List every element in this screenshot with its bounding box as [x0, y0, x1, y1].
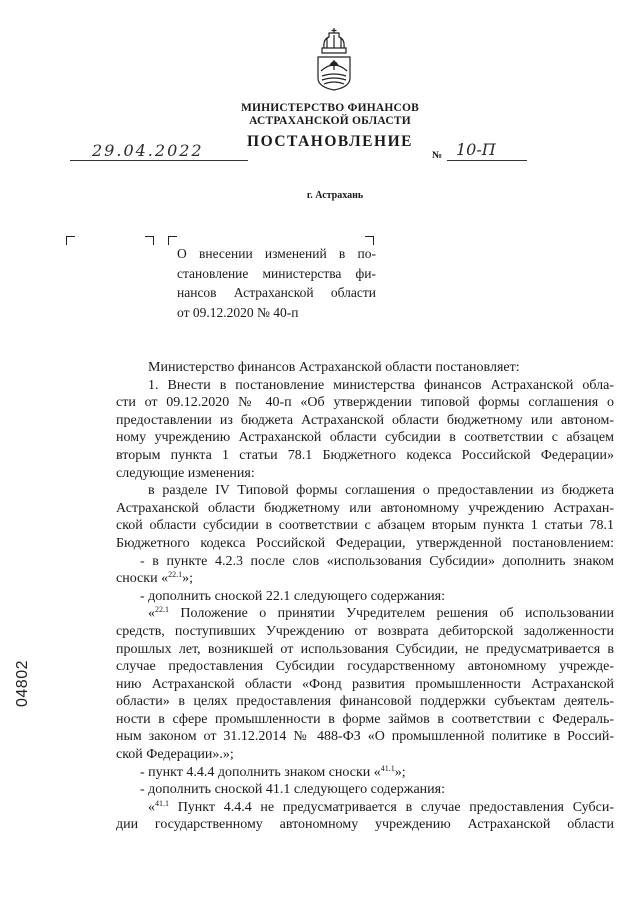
subject-line: О внесении изменений в по- [177, 246, 376, 261]
body-line: средств, поступивших Учреждению от возврата дебиторской задолженности [116, 623, 614, 639]
corner-mark-mid-right [145, 236, 154, 245]
body-line: ности в сфере промышленности в форме займов в соответствии с Федераль- [116, 711, 614, 727]
body-line: следующие изменения: [116, 465, 255, 481]
document-body [116, 359, 614, 834]
body-line: Министерство финансов Астраханской области постановляет: [148, 360, 520, 375]
handwritten-number: 10-П [456, 140, 496, 159]
body-line: ской области субсидии в соответствии с абзацем вторым пункта 1 статьи 78.1 [116, 518, 614, 534]
body-line: Астраханской области бюджетному или автономному учреждению Астрахан- [116, 500, 614, 516]
number-underline [447, 160, 527, 161]
subject-line: становление министерства фи- [177, 265, 376, 281]
number-label: № [432, 150, 443, 161]
body-line: 1. Внести в постановление министерства финансов Астраханской обла- [148, 377, 614, 393]
body-line: в разделе IV Типовой формы соглашения о предоставлении из бюджета [148, 483, 614, 499]
footnote-mark: 41.1 [155, 798, 169, 808]
corner-mark-mid-left [168, 236, 177, 245]
ministry-name-line1: МИНИСТЕРСТВО ФИНАНСОВ [240, 102, 420, 114]
body-line: сноски «$^{22.1}$»; [116, 570, 193, 587]
footnote-mark: 41.1 [380, 763, 395, 773]
margin-registration-number: 04802 [14, 660, 31, 707]
body-line: области» в целях предоставления финансовой поддержки субъектам деятель- [116, 694, 614, 710]
body-line: сти от 09.12.2020 № 40-п «Об утверждении типовой формы соглашения о [116, 395, 614, 411]
body-line: - дополнить сноской 22.1 следующего содержания: [140, 588, 445, 604]
body-line: ской Федерации».»; [116, 747, 234, 763]
body-line: «$^{41.1}$ Пункт 4.4.4 не предусматривается в случае предоставления Субси- [148, 798, 614, 815]
body-line: вторым пункта 1 статьи 78.1 Бюджетного кодекса Российской Федерации» [116, 447, 614, 463]
city-label: г. Астрахань [306, 190, 364, 201]
corner-mark-left [66, 236, 75, 245]
handwritten-date: 29.04.2022 [92, 141, 204, 160]
subject-line: от 09.12.2020 № 40-п [177, 304, 299, 320]
subject-line: нансов Астраханской области [177, 285, 376, 300]
document-subject [177, 244, 376, 322]
body-line: дии государственному автономному учреждению Астраханской области [116, 817, 614, 833]
footnote-mark: 22.1 [168, 570, 183, 580]
coat-of-arms-icon [313, 26, 355, 92]
footnote-mark: 22.1 [155, 605, 169, 615]
body-line: случае предоставления Субсидии государственному автономному учрежде- [116, 659, 614, 675]
body-line: «$^{22.1}$ Положение о принятии Учредителем решения об использовании [148, 605, 614, 622]
body-line: предоставлении из бюджета Астраханской области бюджетному или автоном- [116, 412, 614, 428]
body-line: ным законом от 31.12.2014 № 488-ФЗ «О промышленной политике в Россий- [116, 729, 614, 745]
document-type: ПОСТАНОВЛЕНИЕ [247, 133, 413, 150]
body-line: Бюджетного кодекса Российской Федерации, утвержденной постановлением: [116, 535, 614, 551]
body-line: - в пункте 4.2.3 после слов «использования Субсидии» дополнить знаком [140, 553, 614, 569]
body-line: прошлых лет, возникшей от использования Субсидии, не предусматривается в [116, 641, 614, 657]
body-line: нию Астраханской области «Фонд развития промышленности Астраханской [116, 676, 614, 692]
body-line: - дополнить сноской 41.1 следующего содержания: [140, 782, 445, 798]
ministry-name-line2: АСТРАХАНСКОЙ ОБЛАСТИ [249, 115, 411, 127]
body-line: ному учреждению Астраханской области субсидии в соответствии с абзацем [116, 430, 614, 446]
body-line: - пункт 4.4.4 дополнить знаком сноски «$^{41.1}$»; [140, 763, 406, 780]
date-underline [70, 160, 248, 161]
